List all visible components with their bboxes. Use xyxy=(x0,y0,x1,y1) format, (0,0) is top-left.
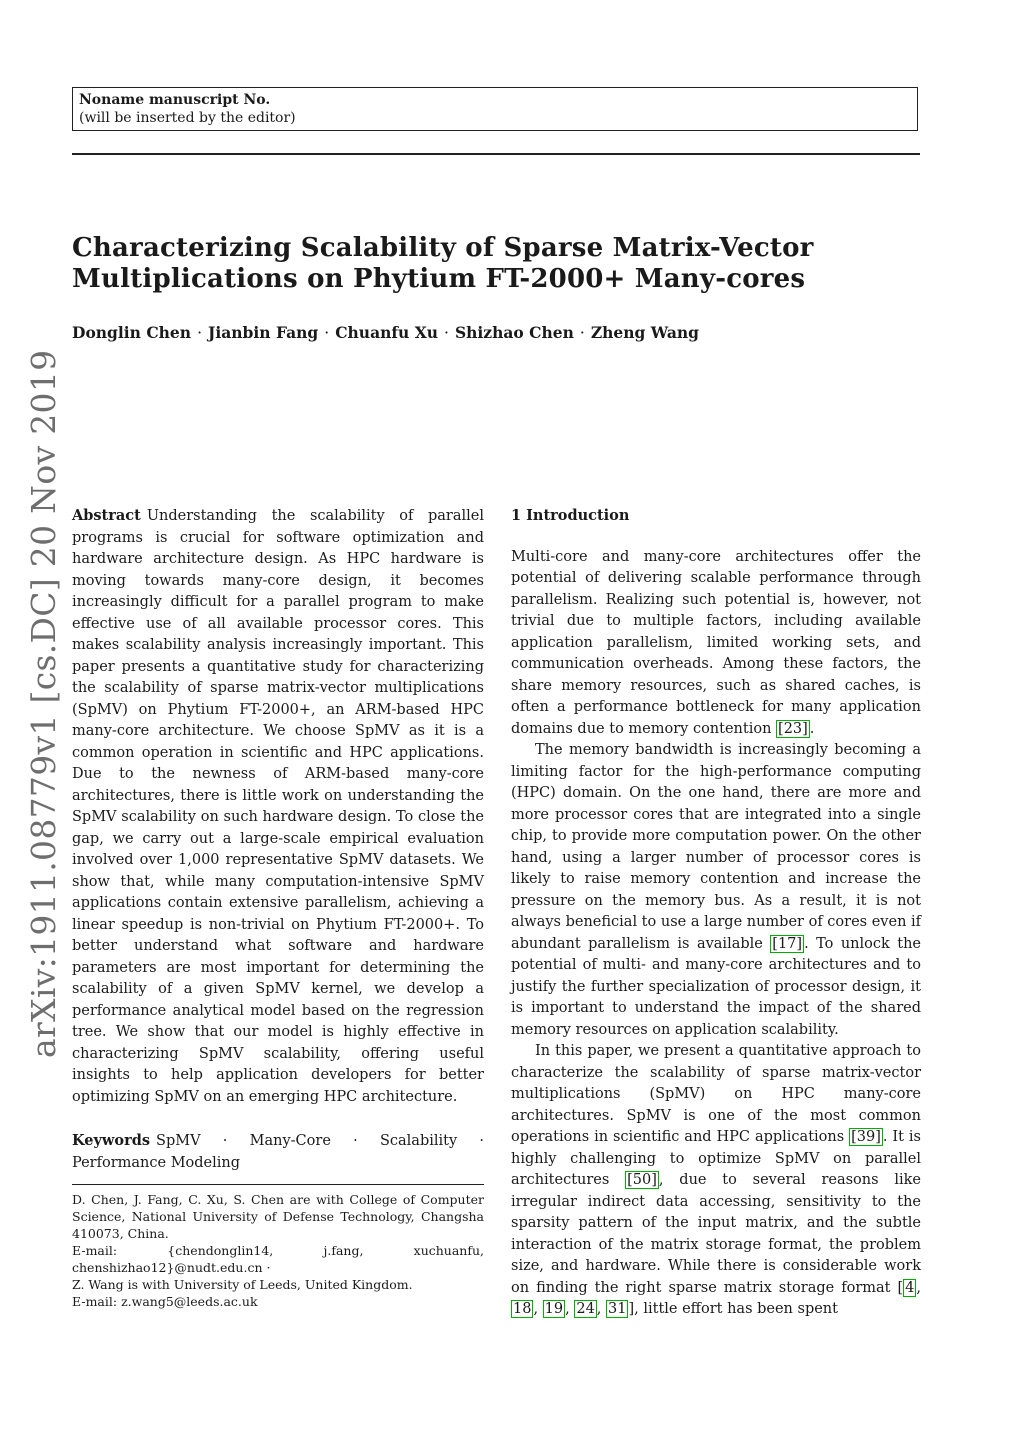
abstract-text: Understanding the scalability of parallel programs is crucial for software optimization and hardware architecture design. As HPC hardware is moving towards many-core design, it becomes increasingly difficult for a parallel program to make effective use of all available processor cores. This makes scalability analysis increasingly important. This paper presents a quantitative study for characterizing the scalability of sparse matrix-vector multiplications (SpMV) on Phytium FT-2000+, an ARM-based HPC many-core architecture. We choose SpMV as it is a common operation in scientific and HPC applications. Due to the newness of ARM-based many-core architectures, there is little work on understanding the SpMV scalability on such hardware design. To close the gap, we carry out a large-scale empirical evaluation involved over 1,000 representative SpMV datasets. We show that, while many computation-intensive SpMV applications contain extensive parallelism, achieving a linear speedup is non-trivial on Phytium FT-2000+. To better understand what software and hardware parameters are most important for determining the scalability of a given SpMV kernel, we develop a performance analytical model based on the regression tree. We show that our model is highly effective in characterizing SpMV scalability, offering useful insights to help application developers for better optimizing SpMV on an emerging HPC architecture. xyxy=(72,508,484,1105)
citation-link[interactable]: 24 xyxy=(576,1301,595,1317)
header-rule xyxy=(72,153,920,155)
left-column xyxy=(72,505,484,1310)
intro-paragraph-3: In this paper, we present a quantitative approach to characterize the scalability of sparse matrix-vector multiplications (SpMV) on HPC many-core architectures. SpMV is one of the most common operations in scientific and HPC applications [39] . It is highly challenging to optimize SpMV on parallel architectures [50] , due to several reasons like irregular indirect data accessing, sensitivity to the sparsity pattern of the input matrix, and the subtle interaction of the matrix storage format, the problem size, and hardware. While there is considerable work on finding the right sparse matrix storage format [ 4 , 18 , 19 , 24 , 31 ], little effort has been spent xyxy=(511,1043,921,1317)
author-separator: · xyxy=(444,324,449,342)
author: Zheng Wang xyxy=(590,323,699,342)
footnote-email-2: E-mail: z.wang5@leeds.ac.uk xyxy=(72,1294,258,1309)
footnote-rule xyxy=(72,1184,484,1185)
author: Donglin Chen xyxy=(72,323,192,342)
manuscript-number: Noname manuscript No. xyxy=(79,92,271,108)
author-separator: · xyxy=(324,324,330,342)
citation-link[interactable]: 4 xyxy=(905,1279,915,1296)
author: Shizhao Chen xyxy=(454,323,574,342)
citation-link[interactable]: [17] xyxy=(772,935,803,952)
citation-link[interactable]: [39] xyxy=(851,1129,881,1145)
footnote-affiliation-2: Z. Wang is with University of Leeds, United Kingdom. xyxy=(72,1277,413,1292)
abstract xyxy=(72,505,484,1108)
citation-link[interactable]: 31 xyxy=(608,1301,627,1317)
footnote-affiliation: D. Chen, J. Fang, C. Xu, S. Chen are with College of Computer Science, National University of Defense Technology, Changsha 410073, China. xyxy=(72,1192,484,1241)
right-column xyxy=(511,505,921,1321)
citation-link[interactable]: 19 xyxy=(544,1301,564,1317)
arxiv-identifier: arXiv:1911.08779v1 [cs.DC] 20 Nov 2019 xyxy=(24,349,63,1058)
citation-link[interactable]: [50] xyxy=(627,1172,657,1188)
author-separator: · xyxy=(197,324,203,342)
paper-title: Characterizing Scalability of Sparse Matrix-Vector Multiplications on Phytium FT-2000+ Many-cores xyxy=(72,233,814,294)
author-footnote xyxy=(72,1191,484,1310)
keywords xyxy=(72,1130,484,1174)
author: Chuanfu Xu xyxy=(335,323,439,342)
section-heading: 1 Introduction xyxy=(511,507,630,524)
manuscript-header-box xyxy=(72,87,918,131)
keywords-text: SpMV · Many-Core · Scalability · Performance Modeling xyxy=(72,1133,484,1171)
citation-link[interactable]: [23] xyxy=(778,720,808,737)
author-list xyxy=(72,322,712,344)
intro-paragraph-2: The memory bandwidth is increasingly becoming a limiting factor for the high-performance computing (HPC) domain. On the one hand, there are more and more processor cores that are integrated into a single chip, to provide more computation power. On the other hand, using a larger number of processor cores is likely to raise memory contention and increase the pressure on the memory bus. As a result, it is not always beneficial to use a large number of cores even if abundant parallelism is available [17] . To unlock the potential of multi- and many-core architectures and to justify the further specialization of processor design, it is important to understand the impact of the shared memory resources on application scalability. xyxy=(511,742,922,1038)
abstract-label: Abstract xyxy=(72,507,141,524)
editor-note: (will be inserted by the editor) xyxy=(79,110,296,126)
keywords-label: Keywords xyxy=(72,1132,151,1149)
footnote-email: E-mail: {chendonglin14, j.fang, xuchuanfu, chenshizhao12}@nudt.edu.cn · xyxy=(72,1243,484,1275)
citation-link[interactable]: 18 xyxy=(513,1301,532,1317)
intro-paragraph-1: Multi-core and many-core architectures offer the potential of delivering scalable performance through parallelism. Realizing such potential is, however, not trivial due to multiple factors, including available application parallelism, limited working sets, and communication overheads. Among these factors, the share memory resources, such as shared caches, is often a performance bottleneck for many application domains due to memory contention [23] . xyxy=(511,548,921,737)
author: Jianbin Fang xyxy=(208,323,319,342)
author-separator: · xyxy=(579,324,585,342)
